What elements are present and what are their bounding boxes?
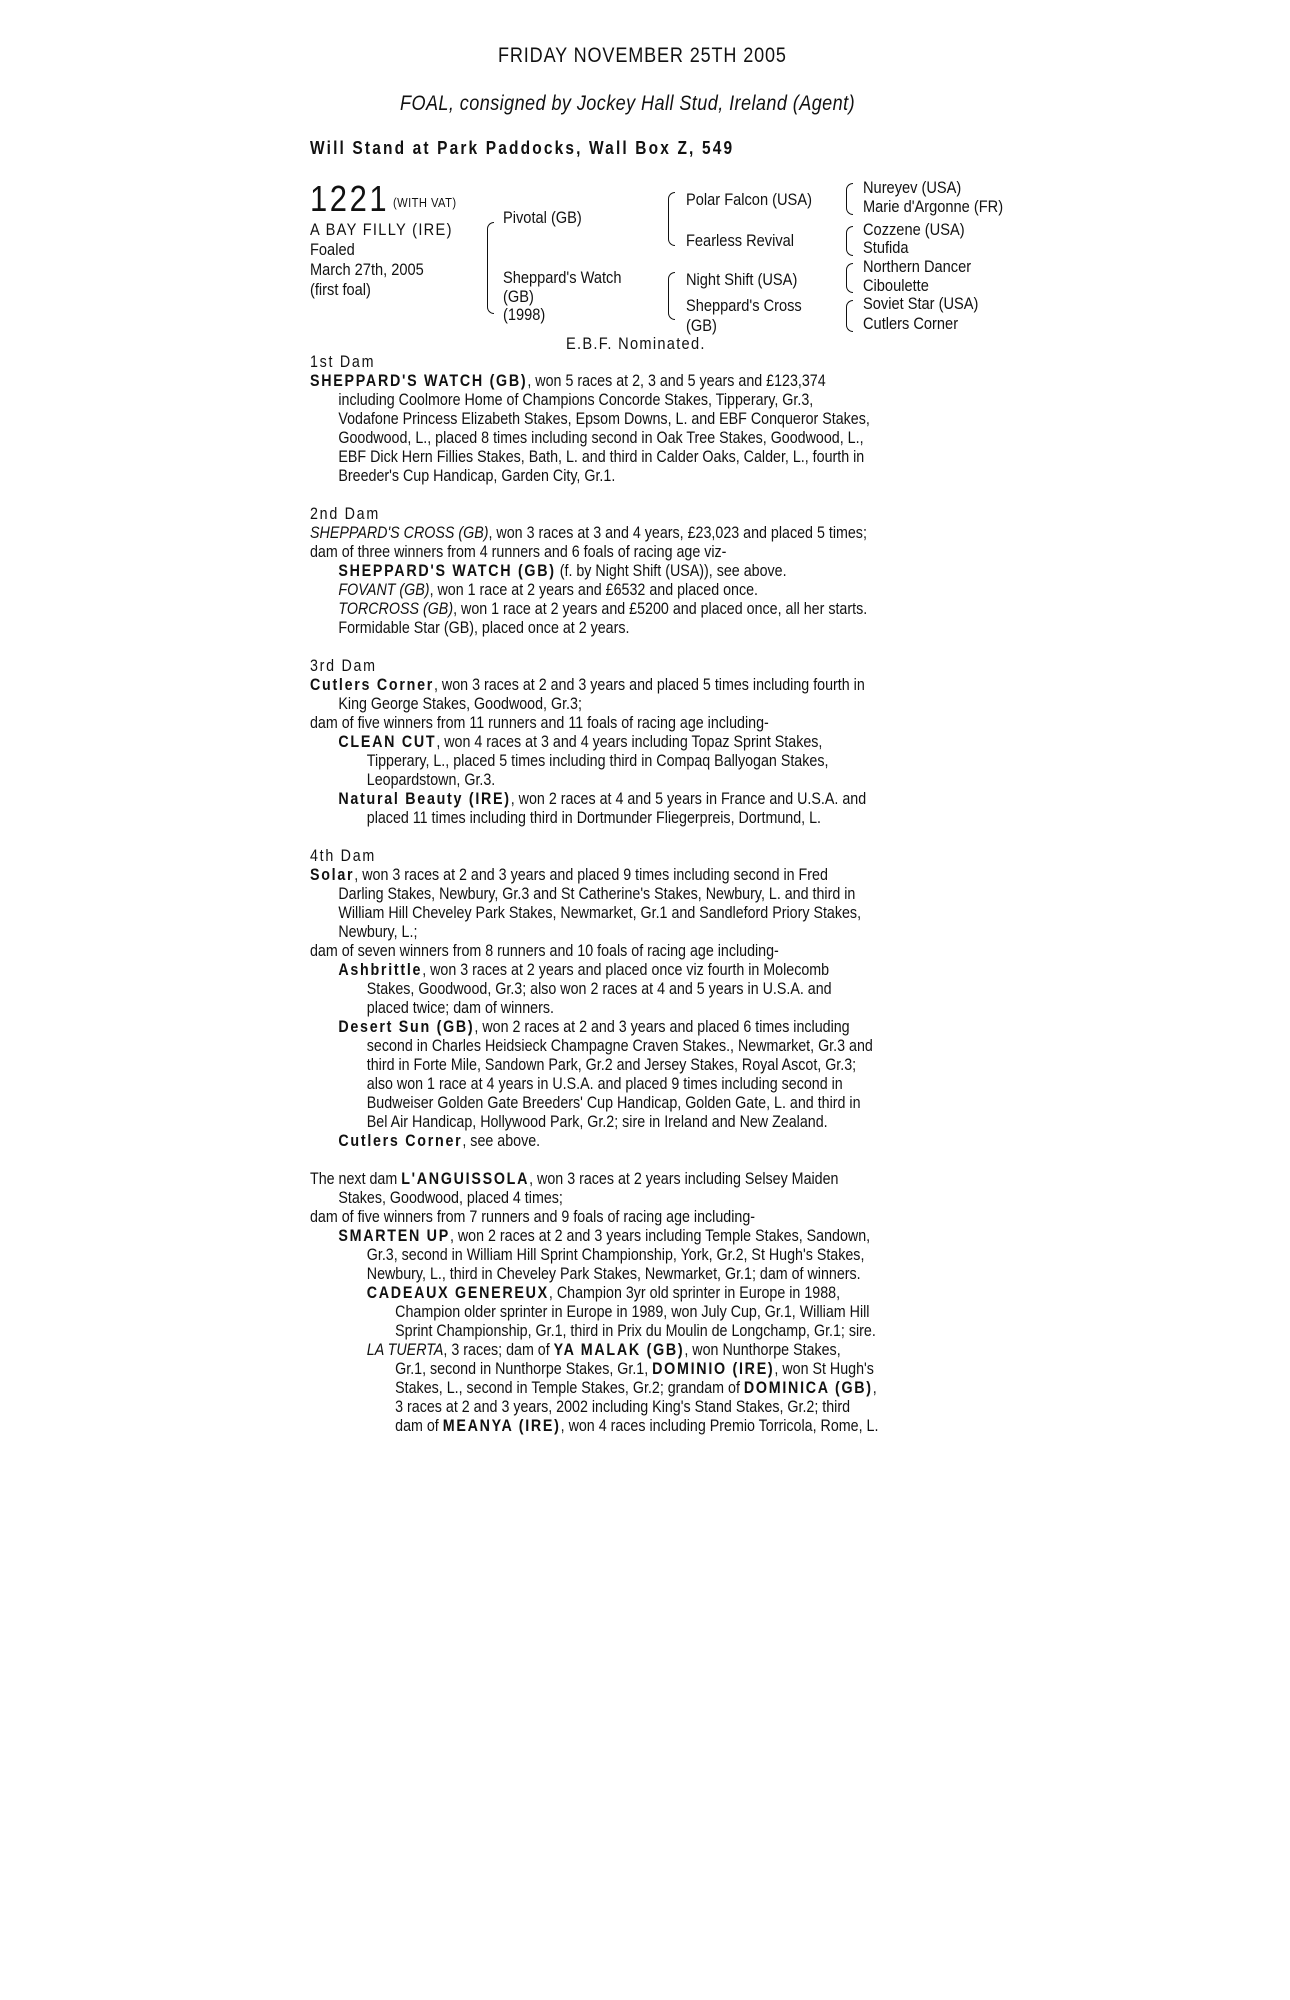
next-dam-line [310, 1416, 895, 1435]
dam-name: SHEPPARD'S CROSS (GB) [310, 523, 489, 542]
fourth-dam-line: second in Charles Heidsieck Champagne Craven Stakes., Newmarket, Gr.3 and [366, 1036, 873, 1055]
brace-ds [846, 263, 853, 293]
dam-name: L'ANGUISSOLA [401, 1169, 530, 1188]
next-dam-line [310, 1378, 895, 1397]
third-dam-line: dam of five winners from 11 runners and 11 foals of racing age including- [310, 713, 769, 732]
next-dam-line: Sprint Championship, Gr.1, third in Prix du Moulin de Longchamp, Gr.1; sire. [395, 1321, 876, 1340]
third-dam-line: Leopardstown, Gr.3. [366, 770, 496, 789]
line-text: , won 3 races at 2 and 3 years and placed 9 times including second in Fred [354, 865, 828, 884]
next-dam-line [310, 1226, 895, 1245]
line-text: , won St Hugh's [774, 1359, 874, 1378]
second-dam-line: Formidable Star (GB), placed once at 2 years. [338, 618, 630, 637]
line-text: , Champion 3yr old sprinter in Europe in 1988, [548, 1283, 841, 1302]
fourth-dam-line: William Hill Cheveley Park Stakes, Newmarket, Gr.1 and Sandleford Priory Stakes, [338, 903, 862, 922]
sire-dam-dam: Stufida [863, 238, 909, 257]
line-text: Gr.1, second in Nunthorpe Stakes, Gr.1, [395, 1359, 653, 1378]
line-text: , won 1 race at 2 years and £6532 and placed once. [429, 580, 759, 599]
lot-description: A BAY FILLY (IRE) [310, 220, 453, 239]
fourth-dam-line: Newbury, L.; [338, 922, 418, 941]
produce-record [310, 352, 895, 1435]
next-dam-line: Stakes, Goodwood, placed 4 times; [338, 1188, 563, 1207]
line-text: (f. by Night Shift (USA)), see above. [555, 561, 787, 580]
next-dam-line: Gr.3, second in William Hill Sprint Championship, York, Gr.2, St Hugh's Stakes, [366, 1245, 865, 1264]
line-text: , won 1 race at 2 years and £5200 and placed once, all her starts. [453, 599, 868, 618]
progeny-name: Cutlers Corner [338, 1131, 463, 1150]
third-dam-line: King George Stakes, Goodwood, Gr.3; [338, 694, 582, 713]
progeny-name: TORCROSS (GB) [338, 599, 454, 618]
dam-sire-dam: Ciboulette [863, 276, 929, 295]
line-text: , won Nunthorpe Stakes, [684, 1340, 841, 1359]
progeny-name: LA TUERTA [366, 1340, 444, 1359]
ebf-nomination: E.B.F. Nominated. [566, 334, 706, 353]
next-dam-line [310, 1359, 895, 1378]
second-dam-line [310, 561, 895, 580]
dam-name-line3: (1998) [503, 305, 546, 324]
dam-dam-sire: Soviet Star (USA) [863, 294, 979, 313]
dam-sire: Night Shift (USA) [686, 270, 798, 289]
line-text: , won 3 races at 3 and 4 years, £23,023 and placed 5 times; [488, 523, 867, 542]
brace-dam [668, 272, 675, 320]
fourth-dam-line [310, 1131, 895, 1150]
brace-sd [846, 226, 853, 256]
foaled-label: Foaled [310, 240, 355, 259]
third-dam-line [310, 732, 895, 751]
next-dam-line [310, 1340, 895, 1359]
first-dam-line: including Coolmore Home of Champions Concorde Stakes, Tipperary, Gr.3, [338, 390, 814, 409]
sire-dam-sire: Cozzene (USA) [863, 220, 965, 239]
progeny-name: DOMINICA (GB) [743, 1378, 873, 1397]
fourth-dam-line: Bel Air Handicap, Hollywood Park, Gr.2; sire in Ireland and New Zealand. [366, 1112, 828, 1131]
third-dam-line [310, 789, 895, 808]
line-text: dam of [395, 1416, 443, 1435]
line-text: , won 4 races at 3 and 4 years including Topaz Sprint Stakes, [436, 732, 823, 751]
sale-date: FRIDAY NOVEMBER 25TH 2005 [498, 44, 787, 67]
fourth-dam-heading: 4th Dam [310, 846, 376, 865]
dam-name: Cutlers Corner [310, 675, 435, 694]
first-dam-line: Breeder's Cup Handicap, Garden City, Gr.1. [338, 466, 616, 485]
fourth-dam-line: Stakes, Goodwood, Gr.3; also won 2 races at 4 and 5 years in U.S.A. and [366, 979, 832, 998]
progeny-name: DOMINIO (IRE) [652, 1359, 775, 1378]
progeny-name: CLEAN CUT [338, 732, 437, 751]
third-dam-heading: 3rd Dam [310, 656, 377, 675]
progeny-name: SHEPPARD'S WATCH (GB) [338, 561, 556, 580]
line-text: The next dam [310, 1169, 402, 1188]
first-dam-line [310, 371, 895, 390]
line-text: , won 2 races at 2 and 3 years including Temple Stakes, Sandown, [449, 1226, 871, 1245]
progeny-name: Natural Beauty (IRE) [338, 789, 511, 808]
line-text: , see above. [462, 1131, 541, 1150]
first-dam-line: EBF Dick Hern Fillies Stakes, Bath, L. and third in Calder Oaks, Calder, L., fourth in [338, 447, 865, 466]
next-dam-line: Newbury, L., third in Cheveley Park Stakes, Newmarket, Gr.1; dam of winners. [366, 1264, 861, 1283]
foal-date: March 27th, 2005 [310, 260, 424, 279]
first-dam-line: Vodafone Princess Elizabeth Stakes, Epsom Downs, L. and EBF Conqueror Stakes, [338, 409, 870, 428]
fourth-dam-line: Darling Stakes, Newbury, Gr.3 and St Catherine's Stakes, Newbury, L. and third in [338, 884, 856, 903]
second-dam-line [310, 599, 895, 618]
progeny-name: CADEAUX GENEREUX [366, 1283, 549, 1302]
consignor-line: FOAL, consigned by Jockey Hall Stud, Ireland (Agent) [400, 92, 856, 115]
next-dam-line: 3 races at 2 and 3 years, 2002 including King's Stand Stakes, Gr.2; third [395, 1397, 851, 1416]
dam-sire-sire: Northern Dancer [863, 257, 972, 276]
line-text: , won 5 races at 2, 3 and 5 years and £123,374 [527, 371, 826, 390]
line-text: , won 2 races at 2 and 3 years and placed 6 times including [474, 1017, 850, 1036]
sire-sire: Polar Falcon (USA) [686, 190, 812, 209]
line-text: Stakes, L., second in Temple Stakes, Gr.2; grandam of [395, 1378, 744, 1397]
third-dam-line: placed 11 times including third in Dortmunder Fliegerpreis, Dortmund, L. [366, 808, 821, 827]
fourth-dam-line: placed twice; dam of winners. [366, 998, 554, 1017]
third-dam-line [310, 675, 895, 694]
brace-sire [668, 192, 675, 246]
fourth-dam-line: dam of seven winners from 8 runners and 10 foals of racing age including- [310, 941, 779, 960]
dam-name: SHEPPARD'S WATCH (GB) [310, 371, 528, 390]
brace-dd [846, 300, 853, 332]
progeny-name: YA MALAK (GB) [553, 1340, 685, 1359]
second-dam-line [310, 523, 895, 542]
sire-sire-sire: Nureyev (USA) [863, 178, 962, 197]
fourth-dam-line: Budweiser Golden Gate Breeders' Cup Handicap, Golden Gate, L. and third in [366, 1093, 861, 1112]
next-dam-line [310, 1169, 895, 1188]
vat-note: (WITH VAT) [393, 195, 457, 210]
progeny-name: MEANYA (IRE) [442, 1416, 561, 1435]
lot-number: 1221 [310, 178, 390, 219]
fourth-dam-line: also won 1 race at 4 years in U.S.A. and placed 9 times including second in [366, 1074, 843, 1093]
fourth-dam-line [310, 1017, 895, 1036]
third-dam-line: Tipperary, L., placed 5 times including third in Compaq Ballyogan Stakes, [366, 751, 829, 770]
sire-sire-dam: Marie d'Argonne (FR) [863, 197, 1004, 216]
first-dam-heading: 1st Dam [310, 352, 376, 371]
brace-gen1 [487, 222, 494, 314]
fourth-dam-line [310, 960, 895, 979]
next-dam-line [310, 1283, 895, 1302]
line-text: , won 2 races at 4 and 5 years in France and U.S.A. and [510, 789, 867, 808]
first-foal-note: (first foal) [310, 280, 371, 299]
sire-name: Pivotal (GB) [503, 208, 582, 227]
brace-ss [846, 183, 853, 215]
sire-dam: Fearless Revival [686, 231, 795, 250]
line-text: , won 3 races at 2 years including Selsey Maiden [529, 1169, 839, 1188]
dam-dam-line2: (GB) [686, 316, 717, 335]
dam-name-line2: (GB) [503, 287, 534, 306]
progeny-name: Desert Sun (GB) [338, 1017, 475, 1036]
line-text: , [872, 1378, 877, 1397]
second-dam-line [310, 580, 895, 599]
next-dam-line: dam of five winners from 7 runners and 9 foals of racing age including- [310, 1207, 756, 1226]
dam-name: Solar [310, 865, 355, 884]
dam-dam-line1: Sheppard's Cross [686, 296, 802, 315]
second-dam-line: dam of three winners from 4 runners and 6 foals of racing age viz- [310, 542, 727, 561]
dam-dam-dam: Cutlers Corner [863, 314, 959, 333]
stand-location: Will Stand at Park Paddocks, Wall Box Z, 549 [310, 138, 735, 158]
fourth-dam-line: third in Forte Mile, Sandown Park, Gr.2 and Jersey Stakes, Royal Ascot, Gr.3; [366, 1055, 857, 1074]
progeny-name: SMARTEN UP [338, 1226, 450, 1245]
progeny-name: FOVANT (GB) [338, 580, 430, 599]
progeny-name: Ashbrittle [338, 960, 423, 979]
first-dam-line: Goodwood, L., placed 8 times including second in Oak Tree Stakes, Goodwood, L., [338, 428, 864, 447]
line-text: , won 3 races at 2 years and placed once viz fourth in Molecomb [422, 960, 830, 979]
second-dam-heading: 2nd Dam [310, 504, 380, 523]
next-dam-line: Champion older sprinter in Europe in 1989, won July Cup, Gr.1, William Hill [395, 1302, 870, 1321]
line-text: , won 3 races at 2 and 3 years and placed 5 times including fourth in [434, 675, 865, 694]
line-text: , won 4 races including Premio Torricola, Rome, L. [560, 1416, 879, 1435]
dam-name-line1: Sheppard's Watch [503, 268, 622, 287]
fourth-dam-line [310, 865, 895, 884]
line-text: , 3 races; dam of [443, 1340, 554, 1359]
